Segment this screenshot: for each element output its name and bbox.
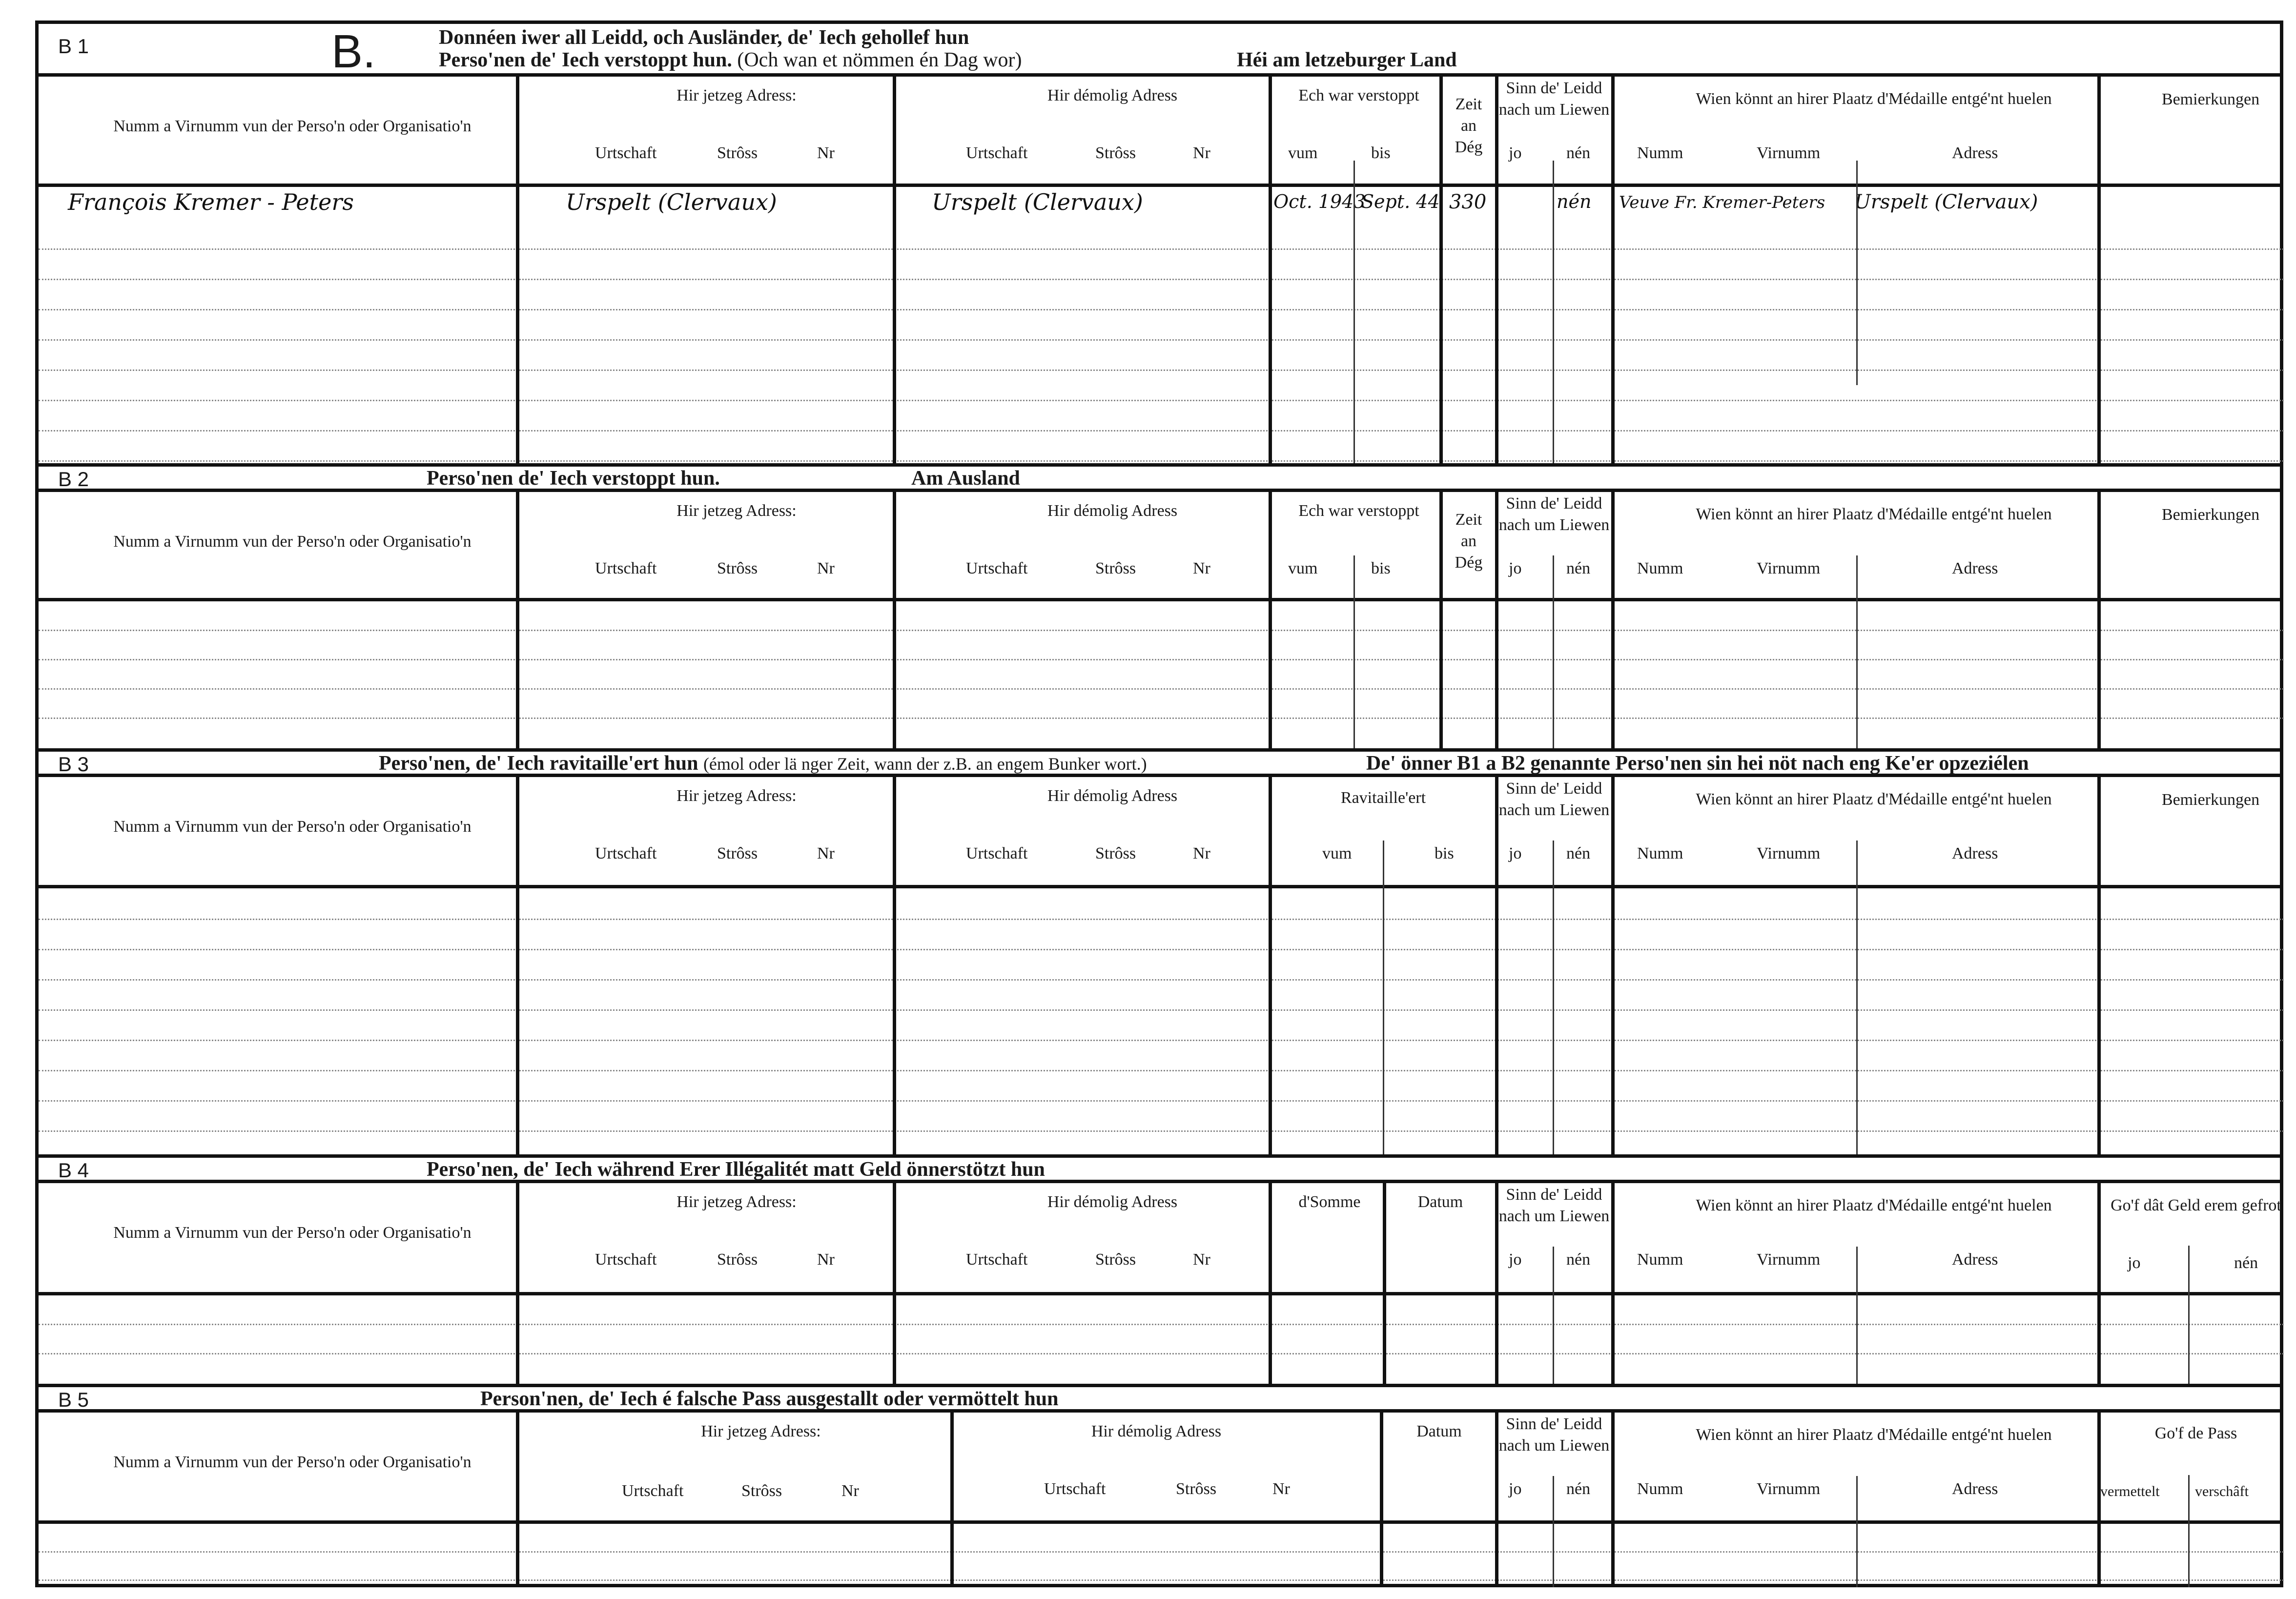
header-virnumm: Virnumm xyxy=(1757,1480,1821,1498)
header-remarks: Bemierkungen xyxy=(2161,90,2260,108)
header-stross: Strôss xyxy=(717,559,758,577)
section-b3-title-bar xyxy=(39,752,2280,777)
header-zeit-an: an xyxy=(1460,532,1477,550)
header-zeit: Zeit xyxy=(1455,511,1482,529)
resistance-form-page-b xyxy=(35,20,2283,1587)
section-heading-right: Héi am letzeburger Land xyxy=(1237,49,1457,71)
header-stross: Strôss xyxy=(1095,559,1136,577)
header-adress: Adress xyxy=(1952,1250,1998,1269)
header-stross: Strôss xyxy=(1095,1250,1136,1269)
header-jo: jo xyxy=(1509,144,1522,162)
header-jo: jo xyxy=(1509,1480,1522,1498)
entry-medal-address: Urspelt (Clervaux) xyxy=(1854,191,2038,213)
section-heading-line2: Perso'nen de' Iech verstoppt hun. (Och wan et nömmen én Dag wor) xyxy=(439,49,1022,71)
header-medal: Wien könnt an hirer Plaatz d'Médaille entgé'nt huelen xyxy=(1696,505,2052,523)
header-urtschaft: Urtschaft xyxy=(595,844,657,862)
header-stross: Strôss xyxy=(1095,844,1136,862)
section-b1-header xyxy=(39,77,2280,187)
section-b5-rows xyxy=(39,1524,2280,1584)
header-current-address: Hir jetzeg Adress: xyxy=(676,1193,797,1211)
header-current-address: Hir jetzeg Adress: xyxy=(676,787,797,805)
header-alive: Sinn de' Leidd nach um Liewen xyxy=(1498,79,1610,119)
header-adress: Adress xyxy=(1952,559,1998,577)
entry-to: Sept. 44 xyxy=(1361,191,1440,212)
header-numm: Numm xyxy=(1637,1250,1683,1269)
header-stross: Strôss xyxy=(717,1250,758,1269)
form-part-letter: B. xyxy=(331,25,376,78)
header-nr: Nr xyxy=(841,1482,859,1500)
entry-medal-name: Veuve Fr. Kremer-Peters xyxy=(1619,193,1825,212)
header-urtschaft: Urtschaft xyxy=(966,1250,1028,1269)
header-stross: Strôss xyxy=(741,1482,782,1500)
header-nen: nén xyxy=(1566,844,1591,862)
header-zeit-deg: Dég xyxy=(1455,554,1483,572)
header-nr: Nr xyxy=(817,559,835,577)
header-numm: Numm xyxy=(1637,844,1683,862)
header-virnumm: Virnumm xyxy=(1757,559,1821,577)
section-heading-right: De' önner B1 a B2 genannte Perso'nen sin hei nöt nach eng Ke'er opzeziélen xyxy=(1366,752,2029,775)
header-name: Numm a Virnumm vun der Perso'n oder Organisatio'n xyxy=(113,818,472,836)
section-b1-rows xyxy=(39,187,2280,463)
header-nr: Nr xyxy=(817,1250,835,1269)
header-numm: Numm xyxy=(1637,559,1683,577)
header-vum: vum xyxy=(1288,559,1318,577)
header-medal: Wien könnt an hirer Plaatz d'Médaille entgé'nt huelen xyxy=(1696,790,2052,808)
header-adress: Adress xyxy=(1952,1480,1998,1498)
section-b3 xyxy=(39,748,2280,1154)
header-nr: Nr xyxy=(1193,844,1210,862)
section-b5-header xyxy=(39,1413,2280,1524)
section-b5 xyxy=(39,1384,2280,1584)
header-urtschaft: Urtschaft xyxy=(1044,1480,1106,1498)
section-b4-header xyxy=(39,1183,2280,1295)
section-code: B 2 xyxy=(58,468,89,491)
header-virnumm: Virnumm xyxy=(1757,844,1821,862)
header-alive: Sinn de' Leidd nach um Liewen xyxy=(1498,494,1610,534)
header-date: Datum xyxy=(1417,1193,1463,1211)
header-numm: Numm xyxy=(1637,1480,1683,1498)
header-medal: Wien könnt an hirer Plaatz d'Médaille entgé'nt huelen xyxy=(1696,90,2052,108)
entry-former-place: Urspelt (Clervaux) xyxy=(932,189,1143,215)
header-former-address: Hir démolig Adress xyxy=(1091,1422,1222,1440)
header-stross: Strôss xyxy=(1176,1480,1217,1498)
section-b3-header xyxy=(39,777,2280,888)
header-bis: bis xyxy=(1435,844,1454,862)
section-b1 xyxy=(39,24,2280,463)
header-adress: Adress xyxy=(1952,844,1998,862)
header-supplied: Ravitaille'ert xyxy=(1340,789,1426,807)
section-code: B 1 xyxy=(58,35,89,58)
header-urtschaft: Urtschaft xyxy=(595,559,657,577)
header-current-address: Hir jetzeg Adress: xyxy=(701,1422,821,1440)
header-remarks: Bemierkungen xyxy=(2161,506,2260,524)
header-zeit-an: an xyxy=(1460,117,1477,135)
header-former-address: Hir démolig Adress xyxy=(1047,787,1178,805)
entry-from: Oct. 1943 xyxy=(1273,191,1366,212)
section-code: B 3 xyxy=(58,753,89,776)
header-jo: jo xyxy=(1509,1250,1522,1269)
header-provided: verschâft xyxy=(2195,1483,2249,1499)
header-jo: jo xyxy=(1509,844,1522,862)
section-b5-title-bar xyxy=(39,1387,2280,1413)
header-nen: nén xyxy=(1566,1250,1591,1269)
header-name: Numm a Virnumm vun der Perso'n oder Organisatio'n xyxy=(113,1453,472,1471)
section-b4 xyxy=(39,1154,2280,1384)
header-amount: d'Somme xyxy=(1298,1193,1361,1211)
section-b2-rows xyxy=(39,601,2280,748)
entry-name: François Kremer - Peters xyxy=(68,189,354,215)
section-heading: Perso'nen de' Iech verstoppt hun. xyxy=(427,467,720,490)
header-stross: Strôss xyxy=(1095,144,1136,162)
entry-days: 330 xyxy=(1449,191,1487,213)
header-medal: Wien könnt an hirer Plaatz d'Médaille entgé'nt huelen xyxy=(1696,1426,2052,1444)
section-b2 xyxy=(39,463,2280,748)
section-heading-right: Am Ausland xyxy=(911,467,1020,490)
header-urtschaft: Urtschaft xyxy=(622,1482,684,1500)
header-adress: Adress xyxy=(1952,144,1998,162)
header-mediated: vermettelt xyxy=(2100,1483,2160,1499)
header-medal: Wien könnt an hirer Plaatz d'Médaille entgé'nt huelen xyxy=(1696,1196,2052,1214)
header-alive: Sinn de' Leidd nach um Liewen xyxy=(1498,1186,1610,1225)
section-heading: Perso'nen, de' Iech während Erer Illégalitét matt Geld önnerstötzt hun xyxy=(427,1158,1045,1181)
header-bis: bis xyxy=(1371,559,1391,577)
header-jo: jo xyxy=(2128,1254,2141,1272)
header-urtschaft: Urtschaft xyxy=(595,144,657,162)
header-passport: Go'f de Pass xyxy=(2154,1424,2237,1442)
header-nen: nén xyxy=(1566,559,1591,577)
section-heading: Person'nen, de' Iech é falsche Pass ausgestallt oder vermöttelt hun xyxy=(480,1388,1059,1410)
header-stross: Strôss xyxy=(717,844,758,862)
header-vum: vum xyxy=(1288,144,1318,162)
header-nen: nén xyxy=(2234,1254,2258,1272)
section-heading: Donnéen iwer all Leidd, och Ausländer, de' Iech gehollef hun xyxy=(439,26,969,49)
header-former-address: Hir démolig Adress xyxy=(1047,1193,1178,1211)
header-former-address: Hir démolig Adress xyxy=(1047,502,1178,520)
entry-current-place: Urspelt (Clervaux) xyxy=(566,189,777,215)
header-bis: bis xyxy=(1371,144,1391,162)
header-former-address: Hir démolig Adress xyxy=(1047,86,1178,104)
section-b2-title-bar xyxy=(39,467,2280,492)
header-nen: nén xyxy=(1566,1480,1591,1498)
header-current-address: Hir jetzeg Adress: xyxy=(676,86,797,104)
header-hidden: Ech war verstoppt xyxy=(1298,86,1419,104)
header-nr: Nr xyxy=(1193,1250,1210,1269)
header-virnumm: Virnumm xyxy=(1757,144,1821,162)
header-hidden: Ech war verstoppt xyxy=(1298,502,1419,520)
header-alive: Sinn de' Leidd nach um Liewen xyxy=(1498,779,1610,819)
section-b2-header xyxy=(39,492,2280,601)
header-remarks: Bemierkungen xyxy=(2161,791,2260,809)
header-nr: Nr xyxy=(817,844,835,862)
header-stross: Strôss xyxy=(717,144,758,162)
header-alive: Sinn de' Leidd nach um Liewen xyxy=(1498,1415,1610,1455)
header-nr: Nr xyxy=(1193,559,1210,577)
header-nr: Nr xyxy=(1193,144,1210,162)
header-nr: Nr xyxy=(1272,1480,1290,1498)
header-nr: Nr xyxy=(817,144,835,162)
header-zeit-deg: Dég xyxy=(1455,138,1483,156)
section-b4-title-bar xyxy=(39,1158,2280,1183)
header-name: Numm a Virnumm vun der Perso'n oder Organisatio'n xyxy=(113,533,472,551)
header-urtschaft: Urtschaft xyxy=(966,844,1028,862)
header-nen: nén xyxy=(1566,144,1591,162)
section-code: B 4 xyxy=(58,1159,89,1182)
header-urtschaft: Urtschaft xyxy=(595,1250,657,1269)
header-name: Numm a Virnumm vun der Perso'n oder Organisatio'n xyxy=(113,1224,472,1242)
header-current-address: Hir jetzeg Adress: xyxy=(676,502,797,520)
section-b4-rows xyxy=(39,1295,2280,1384)
header-jo: jo xyxy=(1509,559,1522,577)
header-name: Numm a Virnumm vun der Perso'n oder Organisatio'n xyxy=(113,117,472,135)
header-numm: Numm xyxy=(1637,144,1683,162)
entry-alive-no: nén xyxy=(1557,191,1592,212)
header-money-returned: Go'f dât Geld erem gefrot xyxy=(2111,1196,2281,1214)
section-b1-title-bar xyxy=(39,24,2280,77)
header-zeit: Zeit xyxy=(1455,95,1482,113)
header-urtschaft: Urtschaft xyxy=(966,559,1028,577)
header-virnumm: Virnumm xyxy=(1757,1250,1821,1269)
section-code: B 5 xyxy=(58,1388,89,1411)
section-b3-rows xyxy=(39,888,2280,1154)
header-date: Datum xyxy=(1416,1422,1462,1440)
header-vum: vum xyxy=(1322,844,1352,862)
header-urtschaft: Urtschaft xyxy=(966,144,1028,162)
section-heading: Perso'nen, de' Iech ravitaille'ert hun (émol oder lä nger Zeit, wann der z.B. an engem Bunker wort.) xyxy=(379,752,1147,775)
